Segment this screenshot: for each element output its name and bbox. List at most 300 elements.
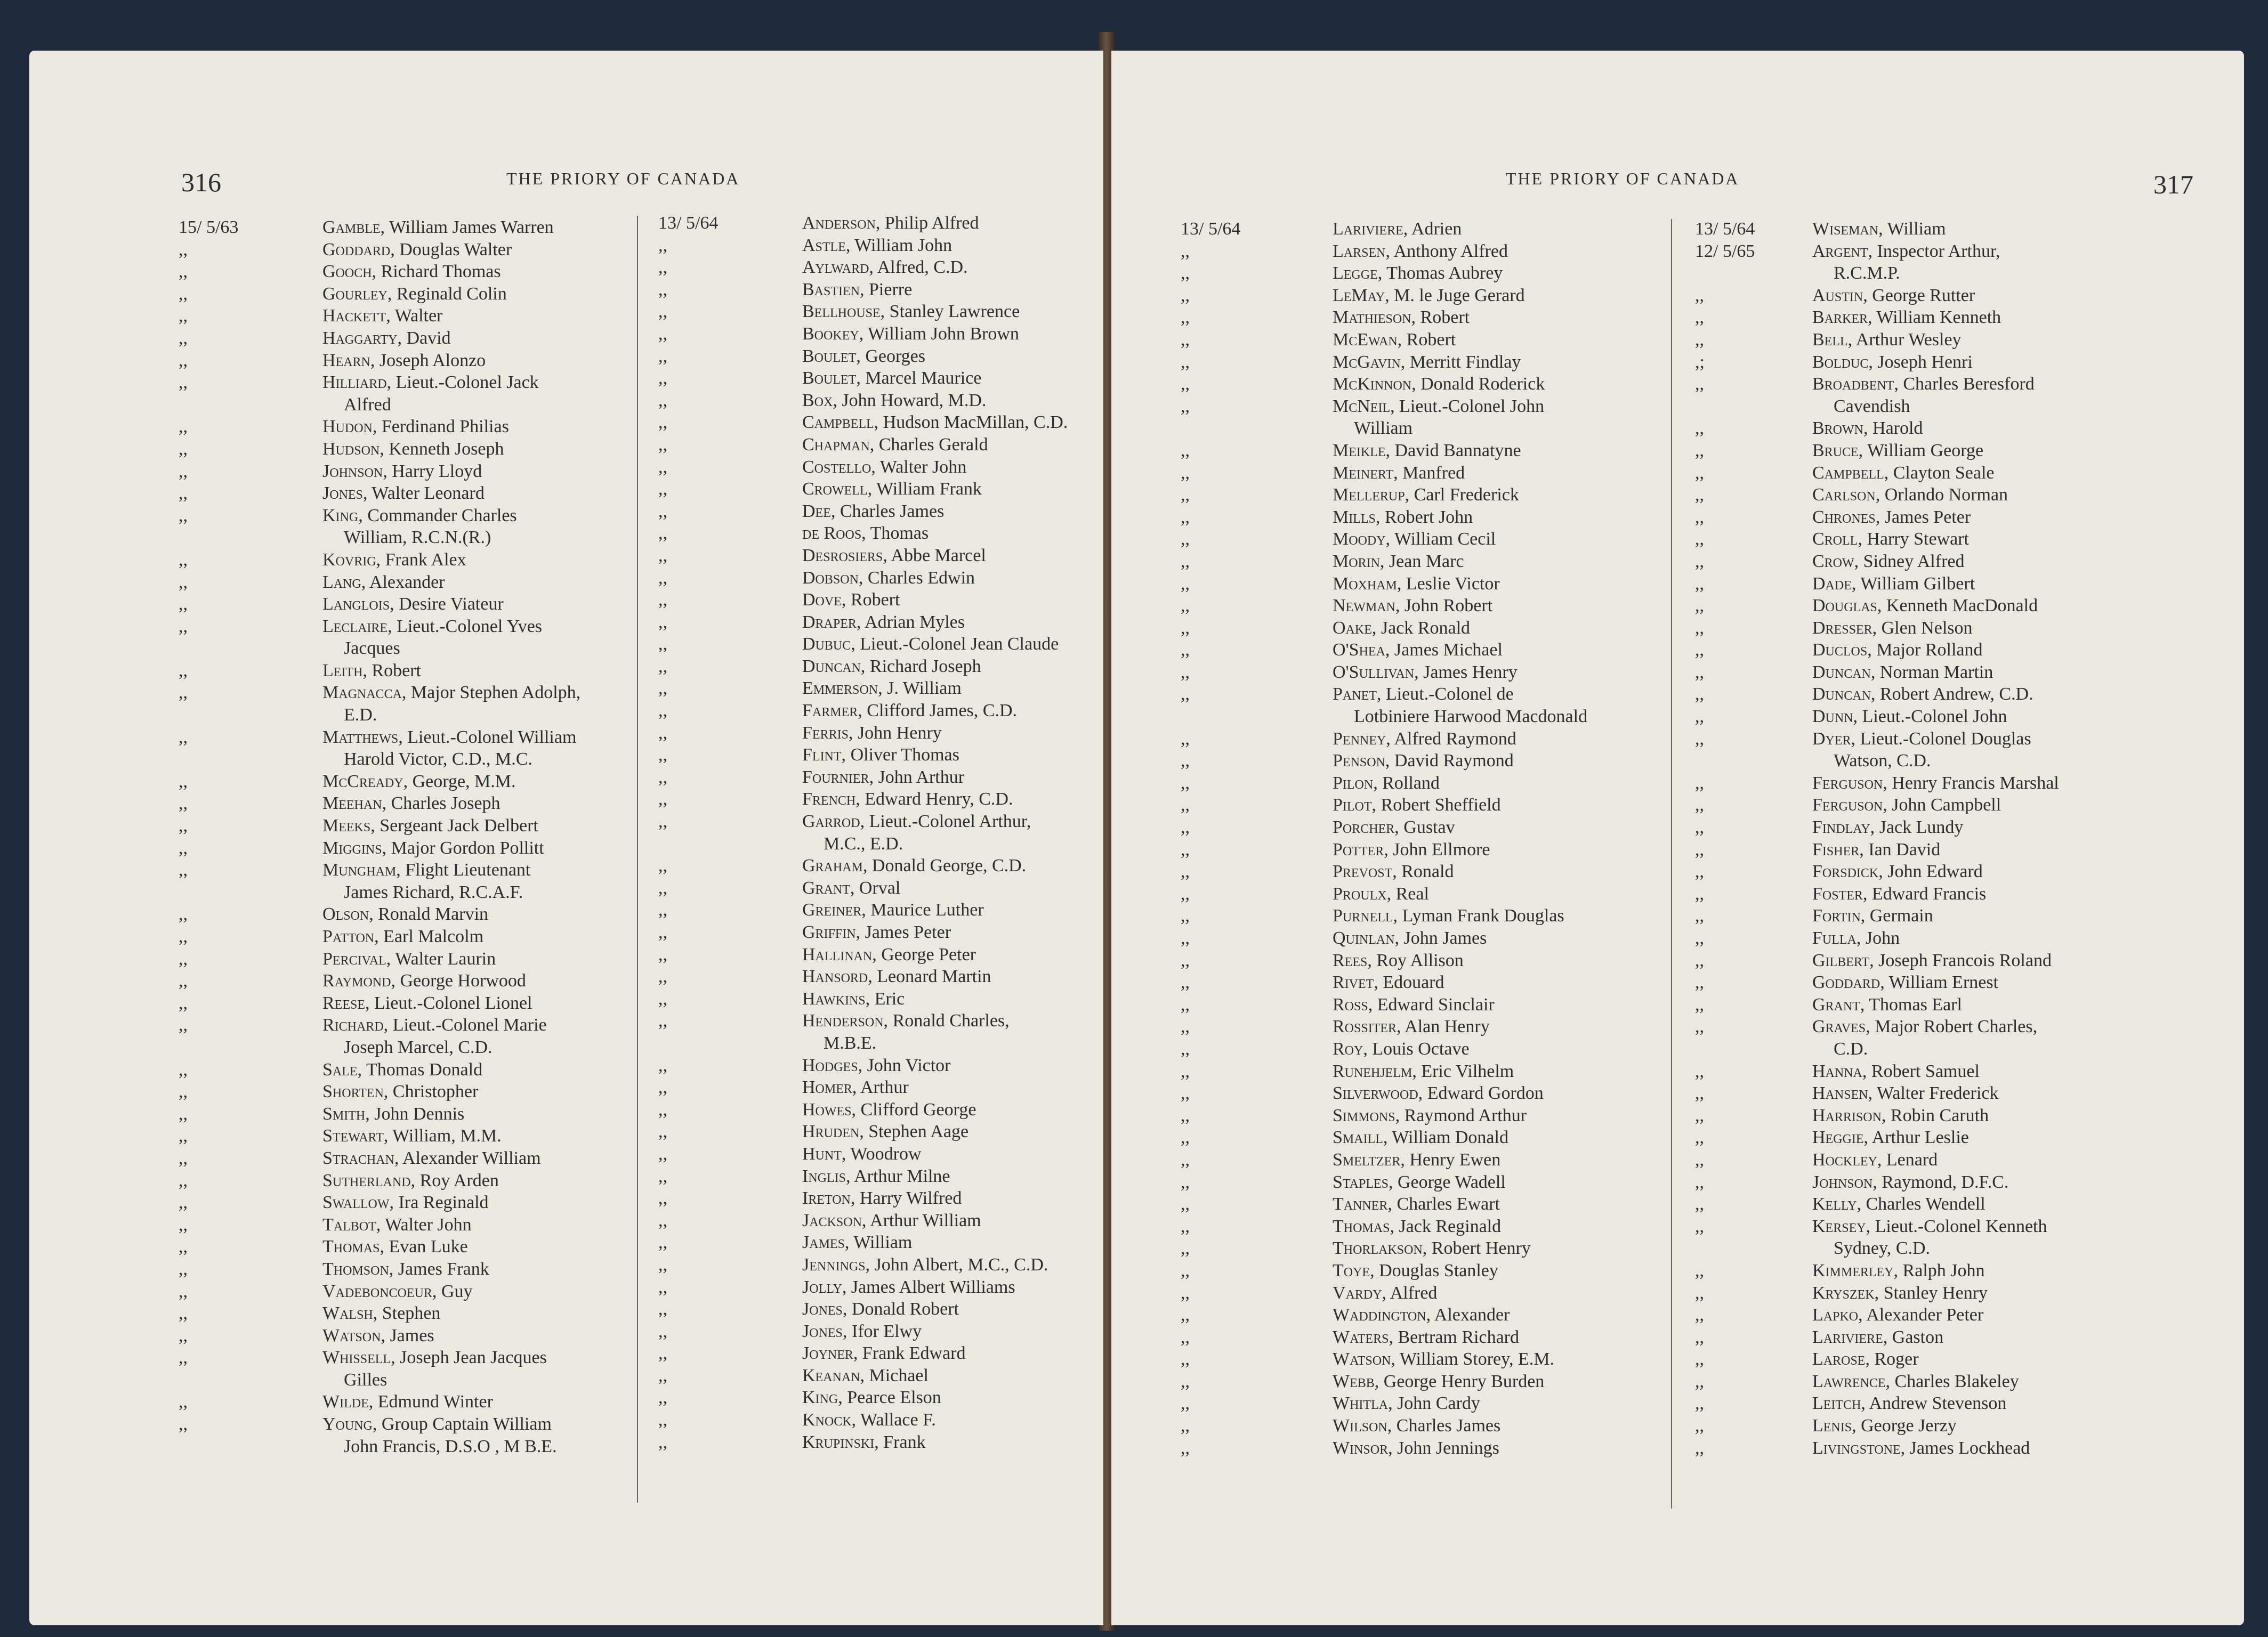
entry-name xyxy=(344,882,523,903)
entry-given-names: Kenneth MacDonald xyxy=(1886,596,2038,616)
entry-surname: Hallinan, xyxy=(802,944,877,965)
entry-date: ,, xyxy=(179,860,188,880)
entry-given-names: Reginald Colin xyxy=(396,283,507,304)
entry-date: ,, xyxy=(1181,1061,1190,1081)
entry-given-names: George, M.M. xyxy=(412,771,516,791)
entry-given-names: Clayton Seale xyxy=(1893,463,1995,483)
entry-date: ,, xyxy=(179,505,188,525)
entry-given-names: J. William xyxy=(887,678,962,699)
entry-date: ,, xyxy=(1695,1283,1704,1303)
entry-name xyxy=(344,1370,387,1390)
entry-given-names: Merritt Findlay xyxy=(1409,352,1521,372)
entry-surname: Aylward, xyxy=(802,257,874,278)
entry-surname: Dyer, xyxy=(1812,728,1856,749)
entry-given-names: William, R.C.N.(R.) xyxy=(344,528,491,548)
column-divider xyxy=(1671,219,1672,1509)
entry-given-names: Walter John xyxy=(385,1214,472,1235)
entry-date: ,, xyxy=(658,235,667,255)
entry-surname: Pilot, xyxy=(1333,795,1377,815)
entry-date: ,, xyxy=(658,412,667,433)
entry-given-names: Arthur Milne xyxy=(854,1166,950,1186)
entry-surname: Joyner, xyxy=(802,1343,858,1364)
entry-date: ,, xyxy=(658,767,667,787)
entry-given-names: Evan Luke xyxy=(389,1237,468,1257)
entry-name xyxy=(1333,1083,1544,1104)
entry-surname: Raymond, xyxy=(322,971,396,991)
entry-surname: Knock, xyxy=(802,1410,857,1430)
entry-name xyxy=(1333,618,1470,638)
entry-date: ,, xyxy=(658,789,667,809)
entry-given-names: John Victor xyxy=(867,1055,951,1075)
entry-date: ,, xyxy=(179,594,188,614)
entry-given-names: John Robert xyxy=(1404,596,1493,616)
entry-date: ,, xyxy=(1695,1172,1704,1192)
entry-name xyxy=(1333,263,1503,283)
entry-name xyxy=(322,572,445,593)
entry-date: ,, xyxy=(658,523,667,544)
entry-date: ,, xyxy=(179,771,188,791)
entry-date: ,, xyxy=(1181,684,1190,704)
entry-date: ,, xyxy=(658,1277,667,1297)
entry-surname: Chrones, xyxy=(1812,507,1880,527)
entry-given-names: Harry Wilfred xyxy=(859,1188,962,1209)
entry-given-names: John Albert, M.C., C.D. xyxy=(874,1254,1048,1275)
entry-surname: Gilbert, xyxy=(1812,950,1874,970)
entry-date: ,, xyxy=(1181,950,1190,970)
entry-name xyxy=(1812,1217,2047,1237)
entry-surname: Goddard, xyxy=(322,239,395,260)
entry-given-names: James Peter xyxy=(865,922,951,942)
entry-date: ,, xyxy=(1695,839,1704,860)
entry-date: ,, xyxy=(179,1325,188,1346)
entry-date: ,, xyxy=(1695,950,1704,970)
entry-name xyxy=(1333,307,1470,328)
entry-surname: Toye, xyxy=(1333,1260,1375,1281)
entry-given-names: John Edward xyxy=(1887,862,1983,882)
entry-surname: Hansord, xyxy=(802,967,873,987)
entry-surname: Hanna, xyxy=(1812,1061,1867,1081)
entry-given-names: Kenneth Joseph xyxy=(389,439,504,459)
entry-surname: Whitla, xyxy=(1333,1393,1393,1414)
entry-date: ,, xyxy=(179,971,188,991)
entry-date: ,, xyxy=(1181,1149,1190,1170)
entry-name xyxy=(1812,418,1923,439)
entry-name xyxy=(344,528,491,548)
entry-surname: Kelly, xyxy=(1812,1194,1861,1214)
entry-date: ,, xyxy=(1695,640,1704,660)
entry-given-names: Joseph Jean Jacques xyxy=(400,1348,547,1368)
entry-given-names: David xyxy=(406,328,451,348)
entry-surname: Wilde, xyxy=(322,1392,374,1412)
entry-given-names: Maurice Luther xyxy=(870,900,984,920)
entry-surname: Bolduc, xyxy=(1812,352,1873,372)
entry-given-names: Edward Francis xyxy=(1871,884,1987,904)
entry-surname: McEwan, xyxy=(1333,329,1402,350)
entry-given-names: Ira Reginald xyxy=(398,1193,489,1213)
entry-surname: Meinert, xyxy=(1333,463,1398,483)
entry-name xyxy=(1812,973,1998,993)
entry-date: ,, xyxy=(179,439,188,459)
entry-given-names: Alfred xyxy=(1390,1283,1438,1303)
entry-date: ,, xyxy=(658,1011,667,1031)
entry-surname: Roy, xyxy=(1333,1039,1368,1059)
entry-given-names: Flight Lieutenant xyxy=(405,860,531,880)
entry-given-names: Anthony Alfred xyxy=(1393,241,1508,261)
left-page xyxy=(29,51,1103,1625)
entry-surname: Duncan, xyxy=(1812,662,1876,682)
entry-date: ,, xyxy=(1181,352,1190,372)
entry-given-names: Harold xyxy=(1872,418,1923,439)
entry-date: ,, xyxy=(1181,1283,1190,1303)
entry-date: ,, xyxy=(1695,1216,1704,1236)
entry-name xyxy=(344,705,377,725)
entry-name xyxy=(802,546,986,566)
entry-given-names: Frank Edward xyxy=(862,1343,966,1364)
entry-name xyxy=(1333,1393,1480,1414)
entry-surname: Bell, xyxy=(1812,329,1853,350)
entry-surname: Kryszek, xyxy=(1812,1283,1879,1303)
entry-name xyxy=(322,328,451,349)
entry-given-names: Earl Malcolm xyxy=(383,927,484,946)
entry-surname: de Roos, xyxy=(802,523,866,544)
entry-given-names: Lieut.-Colonel Douglas xyxy=(1860,728,2031,749)
entry-date: ,, xyxy=(658,545,667,565)
entry-name xyxy=(1812,1372,2019,1392)
entry-name xyxy=(802,479,982,499)
entry-given-names: John Henry xyxy=(857,723,942,743)
entry-name xyxy=(1333,396,1544,417)
entry-surname: Watson, xyxy=(1333,1349,1395,1369)
entry-date: ,, xyxy=(179,417,188,437)
entry-date: ,, xyxy=(179,793,188,814)
entry-name xyxy=(1333,1217,1501,1237)
entry-name xyxy=(1333,596,1492,616)
entry-surname: Prevost, xyxy=(1333,862,1397,882)
entry-name xyxy=(802,1343,965,1364)
entry-name xyxy=(802,856,1026,876)
entry-surname: Webb, xyxy=(1333,1371,1379,1391)
entry-surname: O'Sullivan, xyxy=(1333,662,1419,682)
entry-given-names: William George xyxy=(1867,440,1984,460)
entry-surname: Griffin, xyxy=(802,922,861,942)
entry-surname: Waters, xyxy=(1333,1327,1393,1347)
entry-name xyxy=(322,461,482,482)
entry-name xyxy=(1834,1238,1930,1259)
entry-surname: Larsen, xyxy=(1333,241,1390,261)
entry-name xyxy=(1812,485,2008,505)
entry-date: ,, xyxy=(179,1348,188,1368)
entry-name xyxy=(322,838,544,858)
entry-name xyxy=(1333,928,1487,949)
entry-date: ,, xyxy=(1695,573,1704,594)
entry-surname: Rivet, xyxy=(1333,973,1378,993)
entry-surname: Harrison, xyxy=(1812,1105,1886,1125)
entry-surname: Jones, xyxy=(802,1321,848,1341)
entry-date: ,, xyxy=(1695,1105,1704,1125)
entry-given-names: Philip Alfred xyxy=(884,213,979,233)
entry-date: ,, xyxy=(658,1122,667,1142)
entry-given-names: Woodrow xyxy=(850,1144,922,1164)
entry-name xyxy=(1812,840,1940,860)
entry-given-names: Douglas Stanley xyxy=(1379,1260,1498,1281)
entry-surname: Simmons, xyxy=(1333,1105,1400,1125)
entry-date: ,, xyxy=(1181,1327,1190,1347)
entry-date: ,, xyxy=(1181,817,1190,838)
entry-name xyxy=(1812,219,1946,239)
entry-given-names: Alexander Peter xyxy=(1866,1305,1984,1325)
entry-given-names: George Jerzy xyxy=(1861,1416,1957,1436)
entry-name xyxy=(1333,1283,1437,1303)
entry-given-names: Thomas xyxy=(870,523,929,544)
entry-name xyxy=(1812,773,2059,793)
entry-surname: Greiner, xyxy=(802,900,866,920)
entry-given-names: Lieut.-Colonel John xyxy=(1399,396,1545,416)
entry-given-names: Walter Leonard xyxy=(372,483,485,504)
entry-given-names: Robert xyxy=(1420,307,1470,328)
entry-given-names: Gustav xyxy=(1403,817,1455,838)
entry-name xyxy=(322,816,538,836)
entry-surname: Leclaire, xyxy=(322,616,392,636)
entry-surname: Broadbent, xyxy=(1812,374,1899,394)
entry-name xyxy=(322,727,576,748)
entry-given-names: Edward Gordon xyxy=(1427,1083,1544,1104)
entry-name xyxy=(1834,751,1931,771)
entry-date: ,, xyxy=(658,678,667,699)
entry-date: 12/ 5/65 xyxy=(1695,241,1755,261)
entry-surname: Stewart, xyxy=(322,1126,389,1146)
entry-name xyxy=(1812,951,2052,971)
entry-surname: Smith, xyxy=(322,1104,370,1124)
entry-surname: Wiseman, xyxy=(1812,219,1883,239)
entry-surname: Haggarty, xyxy=(322,328,402,348)
entry-given-names: Robert xyxy=(850,590,900,610)
entry-date: ,, xyxy=(179,483,188,504)
entry-name xyxy=(322,1392,493,1412)
entry-surname: Dunn, xyxy=(1812,707,1858,727)
entry-surname: Jones, xyxy=(802,1299,848,1319)
entry-name xyxy=(802,435,988,455)
entry-given-names: Edouard xyxy=(1383,973,1444,993)
entry-given-names: Alexander xyxy=(369,572,445,592)
entry-surname: Croll, xyxy=(1812,529,1862,549)
entry-given-names: Roy Allison xyxy=(1376,950,1464,970)
entry-surname: Moxham, xyxy=(1333,573,1402,594)
entry-surname: Dove, xyxy=(802,590,846,610)
entry-given-names: Major Robert Charles, xyxy=(1875,1017,2038,1037)
entry-given-names: Walter Laurin xyxy=(395,949,496,969)
entry-date: ,, xyxy=(1181,906,1190,926)
entry-surname: Ferris, xyxy=(802,723,853,743)
entry-name xyxy=(1333,1128,1508,1148)
entry-given-names: Harry Stewart xyxy=(1867,529,1969,549)
entry-given-names: James xyxy=(390,1325,434,1346)
entry-given-names: Lieut.-Colonel de xyxy=(1385,684,1514,704)
entry-given-names: James Michael xyxy=(1394,640,1503,660)
entry-surname: Hruden, xyxy=(802,1122,864,1142)
entry-name xyxy=(802,1100,976,1120)
entry-given-names: Christopher xyxy=(392,1082,479,1102)
entry-surname: Homer, xyxy=(802,1077,857,1098)
entry-name xyxy=(802,1188,962,1209)
entry-date: ,, xyxy=(658,1254,667,1275)
entry-date: ,, xyxy=(179,262,188,282)
entry-given-names: Germain xyxy=(1869,906,1933,926)
entry-given-names: Ronald xyxy=(1401,862,1454,882)
entry-surname: Boulet, xyxy=(802,368,861,388)
entry-surname: Oake, xyxy=(1333,618,1377,638)
entry-surname: Lawrence, xyxy=(1812,1371,1890,1391)
entry-name xyxy=(1812,1438,2030,1458)
entry-name xyxy=(1333,773,1440,793)
entry-name xyxy=(1812,1106,1989,1126)
entry-given-names: Adrian Myles xyxy=(865,612,965,632)
entry-date: ,, xyxy=(1181,1305,1190,1325)
entry-name xyxy=(1812,928,1900,949)
entry-name xyxy=(1812,862,1983,882)
entry-date: ,, xyxy=(658,944,667,965)
entry-date: ,, xyxy=(658,1321,667,1341)
entry-given-names: Michael xyxy=(869,1365,929,1385)
entry-given-names: Eric xyxy=(874,988,905,1009)
entry-given-names: Orval xyxy=(859,878,901,898)
entry-name xyxy=(802,922,951,943)
entry-name xyxy=(802,280,912,300)
entry-surname: Fournier, xyxy=(802,767,874,787)
entry-given-names: Sydney, C.D. xyxy=(1834,1238,1931,1259)
entry-given-names: Charles James xyxy=(840,501,945,521)
entry-surname: McGavin, xyxy=(1333,352,1406,372)
entry-name xyxy=(322,1148,541,1169)
entry-date: ,, xyxy=(1181,1128,1190,1148)
entry-surname: Livingstone, xyxy=(1812,1438,1906,1458)
entry-date: ,, xyxy=(658,1144,667,1164)
entry-name xyxy=(322,1215,472,1235)
entry-given-names: Donald George, C.D. xyxy=(871,856,1027,876)
entry-surname: Quinlan, xyxy=(1333,928,1400,948)
entry-date: ,, xyxy=(1181,751,1190,771)
entry-date: ,, xyxy=(179,1059,188,1080)
entry-given-names: Richard Thomas xyxy=(381,262,501,282)
entry-name xyxy=(1333,1017,1490,1037)
entry-name xyxy=(802,590,900,610)
entry-given-names: Gaston xyxy=(1892,1327,1944,1347)
entry-surname: Sutherland, xyxy=(322,1170,416,1190)
entry-name xyxy=(1333,219,1462,239)
entry-surname: Olson, xyxy=(322,904,374,925)
entry-surname: Young, xyxy=(322,1414,377,1435)
entry-given-names: Henry Francis Marshal xyxy=(1892,773,2059,793)
entry-given-names: Jack Lundy xyxy=(1879,817,1964,838)
entry-surname: Patton, xyxy=(322,927,379,946)
entry-surname: Crowell, xyxy=(802,479,873,499)
entry-name xyxy=(802,900,984,920)
entry-given-names: Desire Viateur xyxy=(399,594,504,614)
entry-surname: Lariviere, xyxy=(1812,1327,1888,1347)
entry-given-names: John James xyxy=(1403,928,1487,948)
entry-surname: Kovrig, xyxy=(322,549,381,570)
entry-surname: Lenis, xyxy=(1812,1416,1857,1436)
entry-given-names: Lotbiniere Harwood Macdonald xyxy=(1354,707,1588,727)
entry-given-names: E.D. xyxy=(344,705,377,725)
entry-date: ,, xyxy=(1695,1349,1704,1369)
entry-surname: Tanner, xyxy=(1333,1194,1392,1214)
entry-given-names: William James Warren xyxy=(389,217,554,237)
entry-surname: Hockley, xyxy=(1812,1149,1882,1170)
entry-given-names: Jean Marc xyxy=(1389,551,1464,571)
entry-given-names: Harry Lloyd xyxy=(392,461,482,481)
entry-given-names: Ifor Elwy xyxy=(851,1321,922,1341)
entry-date: ,, xyxy=(658,568,667,588)
entry-name xyxy=(802,236,952,256)
entry-surname: Goddard, xyxy=(1812,973,1885,993)
entry-name xyxy=(1812,1172,2008,1193)
entry-name xyxy=(802,657,981,677)
entry-surname: Mills, xyxy=(1333,507,1381,527)
entry-name xyxy=(1333,463,1465,483)
entry-name xyxy=(1812,1061,1980,1082)
entry-name xyxy=(322,1303,440,1324)
entry-date: ,, xyxy=(1695,662,1704,682)
entry-date: ,, xyxy=(179,1392,188,1412)
entry-date: ,, xyxy=(658,922,667,942)
entry-date: ,, xyxy=(1695,906,1704,926)
entry-name xyxy=(1812,1194,1985,1214)
entry-surname: Langlois, xyxy=(322,594,394,614)
entry-name xyxy=(1333,1194,1500,1214)
entry-date: ,, xyxy=(1181,795,1190,815)
entry-name xyxy=(322,772,516,792)
entry-surname: Magnacca, xyxy=(322,683,407,703)
entry-given-names: Robert xyxy=(1406,329,1456,350)
entry-name xyxy=(1333,1238,1531,1259)
entry-surname: Henderson, xyxy=(802,1011,889,1031)
entry-name xyxy=(1333,1327,1519,1348)
entry-name xyxy=(1812,795,2001,815)
entry-given-names: Lieut.-Colonel Lionel xyxy=(374,993,532,1013)
entry-surname: Duclos, xyxy=(1812,640,1872,660)
entry-date: ,, xyxy=(1181,1105,1190,1125)
entry-date: ,, xyxy=(1181,241,1190,261)
entry-given-names: M.C., E.D. xyxy=(824,833,903,854)
entry-given-names: Stanley Lawrence xyxy=(889,302,1020,322)
entry-surname: Jolly, xyxy=(802,1277,847,1297)
entry-date: ,, xyxy=(1181,773,1190,793)
entry-date: ,, xyxy=(658,1099,667,1120)
entry-given-names: Richard Joseph xyxy=(869,656,981,676)
entry-name xyxy=(322,217,554,238)
entry-surname: McCready, xyxy=(322,771,408,791)
entry-name xyxy=(1812,1327,1943,1348)
entry-given-names: Georges xyxy=(865,346,926,366)
entry-date: ,, xyxy=(1181,396,1190,416)
entry-name xyxy=(1834,263,1900,283)
entry-date: ,, xyxy=(1181,884,1190,904)
entry-date: ,, xyxy=(658,900,667,920)
entry-given-names: Robert John xyxy=(1384,507,1473,527)
entry-given-names: Alfred Raymond xyxy=(1394,728,1516,749)
entry-date: ,, xyxy=(658,501,667,521)
entry-name xyxy=(322,351,486,371)
entry-name xyxy=(1812,596,2038,616)
entry-date: ,, xyxy=(1181,374,1190,394)
entry-surname: Swallow, xyxy=(322,1193,394,1213)
entry-date: ,, xyxy=(179,949,188,969)
entry-given-names: Lieut.-Colonel John xyxy=(1862,707,2007,727)
entry-surname: Thomas, xyxy=(322,1237,384,1257)
entry-date: ,, xyxy=(1181,263,1190,283)
entry-date: ,, xyxy=(1181,529,1190,549)
entry-name xyxy=(1812,241,2000,262)
